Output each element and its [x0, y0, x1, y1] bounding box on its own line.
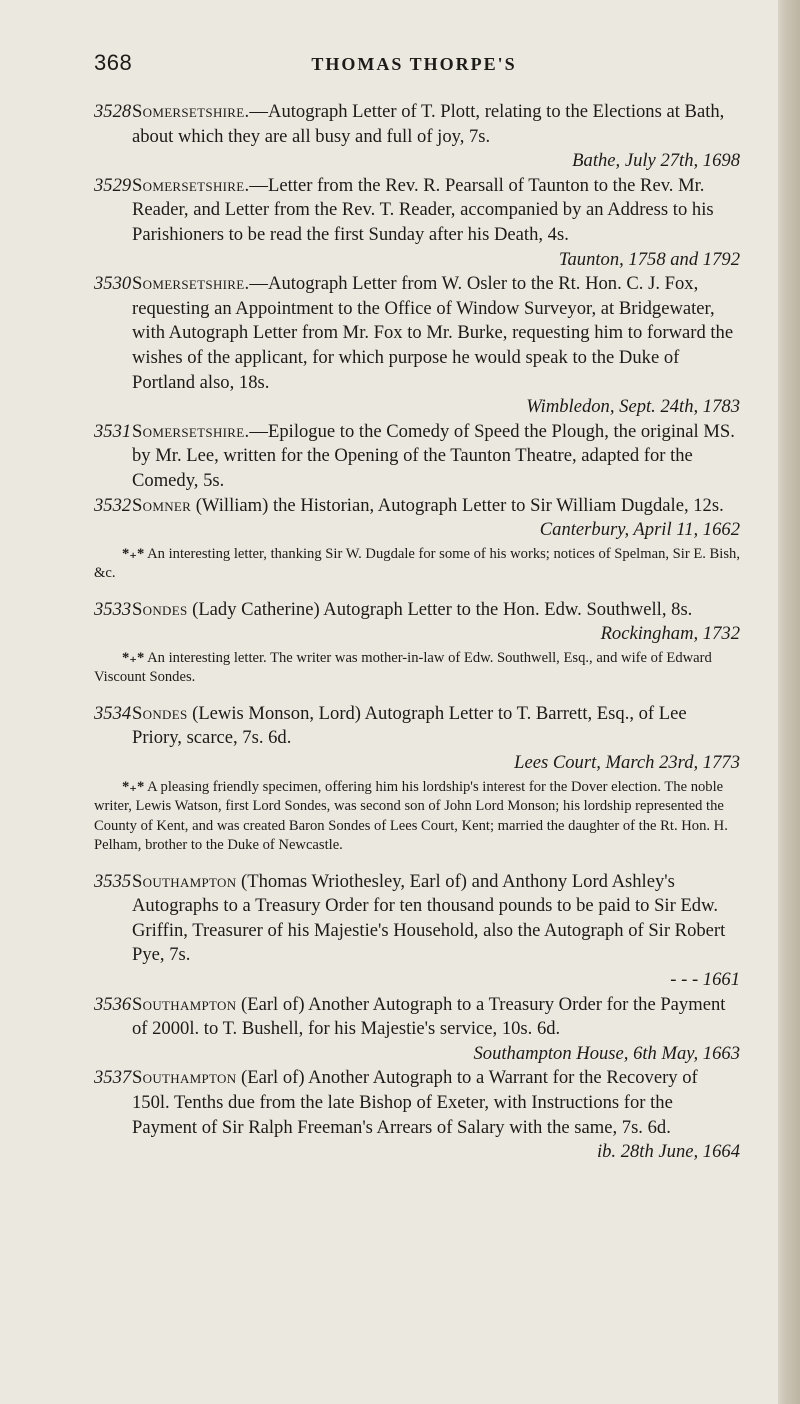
entry-text: (Thomas Wriothesley, Earl of) and Anthony Lord Ashley's Autographs to a Treasury Order for ten thousand pounds to be paid to Sir Edw. Griffin, Treasurer of his Majestie's Household, also the Autograph of Sir Robert Pye, 7s. [132, 870, 726, 966]
entry-number: 3537 [94, 1067, 132, 1089]
note-mark: *₊* [122, 778, 145, 795]
note-text: An interesting letter. The writer was mother-in-law of Edw. Southwell, Esq., and wife of Edward Viscount Sondes. [94, 649, 712, 686]
entry-number: 3530 [94, 273, 132, 295]
entry-3532 [94, 494, 740, 543]
entry-date: Taunton, 1758 and 1792 [558, 248, 740, 270]
entry-heading: Somner [132, 494, 192, 516]
entry-date: Rockingham, 1732 [600, 623, 740, 645]
entry-text: (Lewis Monson, Lord) Autograph Letter to T. Barrett, Esq., of Lee Priory, scarce, 7s. 6d. [132, 702, 687, 749]
entry-number: 3529 [94, 174, 132, 196]
entry-3529 [94, 174, 740, 272]
entry-heading: Somersetshire. [132, 174, 250, 196]
page-edge [778, 0, 800, 1404]
entry-3531 [94, 420, 740, 494]
entry-note [94, 649, 740, 688]
entry-heading: Southampton [132, 1067, 237, 1089]
entry-3535 [94, 870, 740, 993]
entry-number: 3535 [94, 870, 132, 892]
entry-number: 3534 [94, 702, 132, 724]
note-mark: *₊* [122, 545, 145, 562]
entry-text: (Earl of) Another Autograph to a Warrant for the Recovery of 150l. Tenths due from the late Bishop of Exeter, with Instructions for the Payment of Sir Ralph Freeman's Arrears of Salary with the same, 7s. 6d. [132, 1067, 698, 1138]
entry-number: 3528 [94, 101, 132, 122]
entry-note [94, 778, 740, 856]
page-header [94, 50, 734, 82]
entry-3536 [94, 993, 740, 1067]
entry-heading: Somersetshire. [132, 101, 250, 122]
entry-heading: Sondes [132, 702, 188, 724]
entry-number: 3536 [94, 993, 132, 1015]
entry-note [94, 545, 740, 584]
entry-date: Bathe, July 27th, 1698 [572, 150, 740, 172]
entry-date: Lees Court, March 23rd, 1773 [514, 752, 740, 774]
entry-3528 [94, 100, 740, 174]
entry-heading: Sondes [132, 598, 188, 620]
page-number: 368 [94, 50, 133, 75]
note-mark: *₊* [122, 649, 145, 666]
entry-heading: Somersetshire. [132, 273, 250, 295]
entry-date: Canterbury, April 11, 1662 [539, 519, 740, 541]
entry-text: (Earl of) Another Autograph to a Treasury Order for the Payment of 2000l. to T. Bushell, for his Majestie's service, 10s. 6d. [132, 993, 726, 1040]
entry-date: ib. 28th June, 1664 [596, 1141, 740, 1163]
entry-text: —Autograph Letter of T. Plott, relating to the Elections at Bath, about which they are all busy and full of joy, 7s. [132, 101, 725, 147]
entry-3537 [94, 1066, 740, 1164]
entry-text: —Autograph Letter from W. Osler to the Rt. Hon. C. J. Fox, requesting an Appointment to the Office of Window Surveyor, at Bridgewater, with Autograph Letter from Mr. Fox to Mr. Burke, requesting him to forward the wishes of the applicant, for which purpose he would speak to the Duke of Portland also, 18s. [132, 273, 734, 393]
entry-text: —Epilogue to the Comedy of Speed the Plough, the original MS. by Mr. Lee, written for the Opening of the Taunton Theatre, adapted for the Comedy, 5s. [132, 420, 735, 491]
entry-number: 3533 [94, 598, 132, 620]
entry-date: Southampton House, 6th May, 1663 [473, 1042, 740, 1064]
entry-date: - - - 1661 [670, 969, 740, 991]
entry-heading: Southampton [132, 993, 237, 1015]
entry-number: 3532 [94, 494, 132, 516]
entry-text: (Lady Catherine) Autograph Letter to the Hon. Edw. Southwell, 8s. [187, 598, 693, 620]
entry-heading: Somersetshire. [132, 420, 250, 442]
entry-number: 3531 [94, 420, 132, 442]
entry-heading: Southampton [132, 870, 237, 892]
entry-3534 [94, 702, 740, 776]
running-title: THOMAS THORPE'S [311, 54, 517, 74]
entry-text: —Letter from the Rev. R. Pearsall of Taunton to the Rev. Mr. Reader, and Letter from the Rev. T. Reader, accompanied by an Address to his Parishioners to be read the first Sunday after his Death, 4s. [132, 174, 714, 245]
note-text: A pleasing friendly specimen, offering him his lordship's interest for the Dover election. The noble writer, Lewis Watson, first Lord Sondes, was second son of John Lord Monson; his lordship represented the County of Kent, and was created Baron Sondes of Lees Court, Kent; married the daughter of the Rt. Hon. H. Pelham, brother to the Duke of Newcastle. [94, 778, 728, 854]
entry-text: (William) the Historian, Autograph Letter to Sir William Dugdale, 12s. [191, 494, 724, 516]
entry-3530 [94, 272, 740, 420]
note-text: An interesting letter, thanking Sir W. Dugdale for some of his works; notices of Spelman, Sir E. Bish, &c. [94, 545, 740, 582]
entry-3533 [94, 598, 740, 647]
catalogue-entries [94, 100, 740, 1165]
entry-date: Wimbledon, Sept. 24th, 1783 [526, 396, 740, 418]
